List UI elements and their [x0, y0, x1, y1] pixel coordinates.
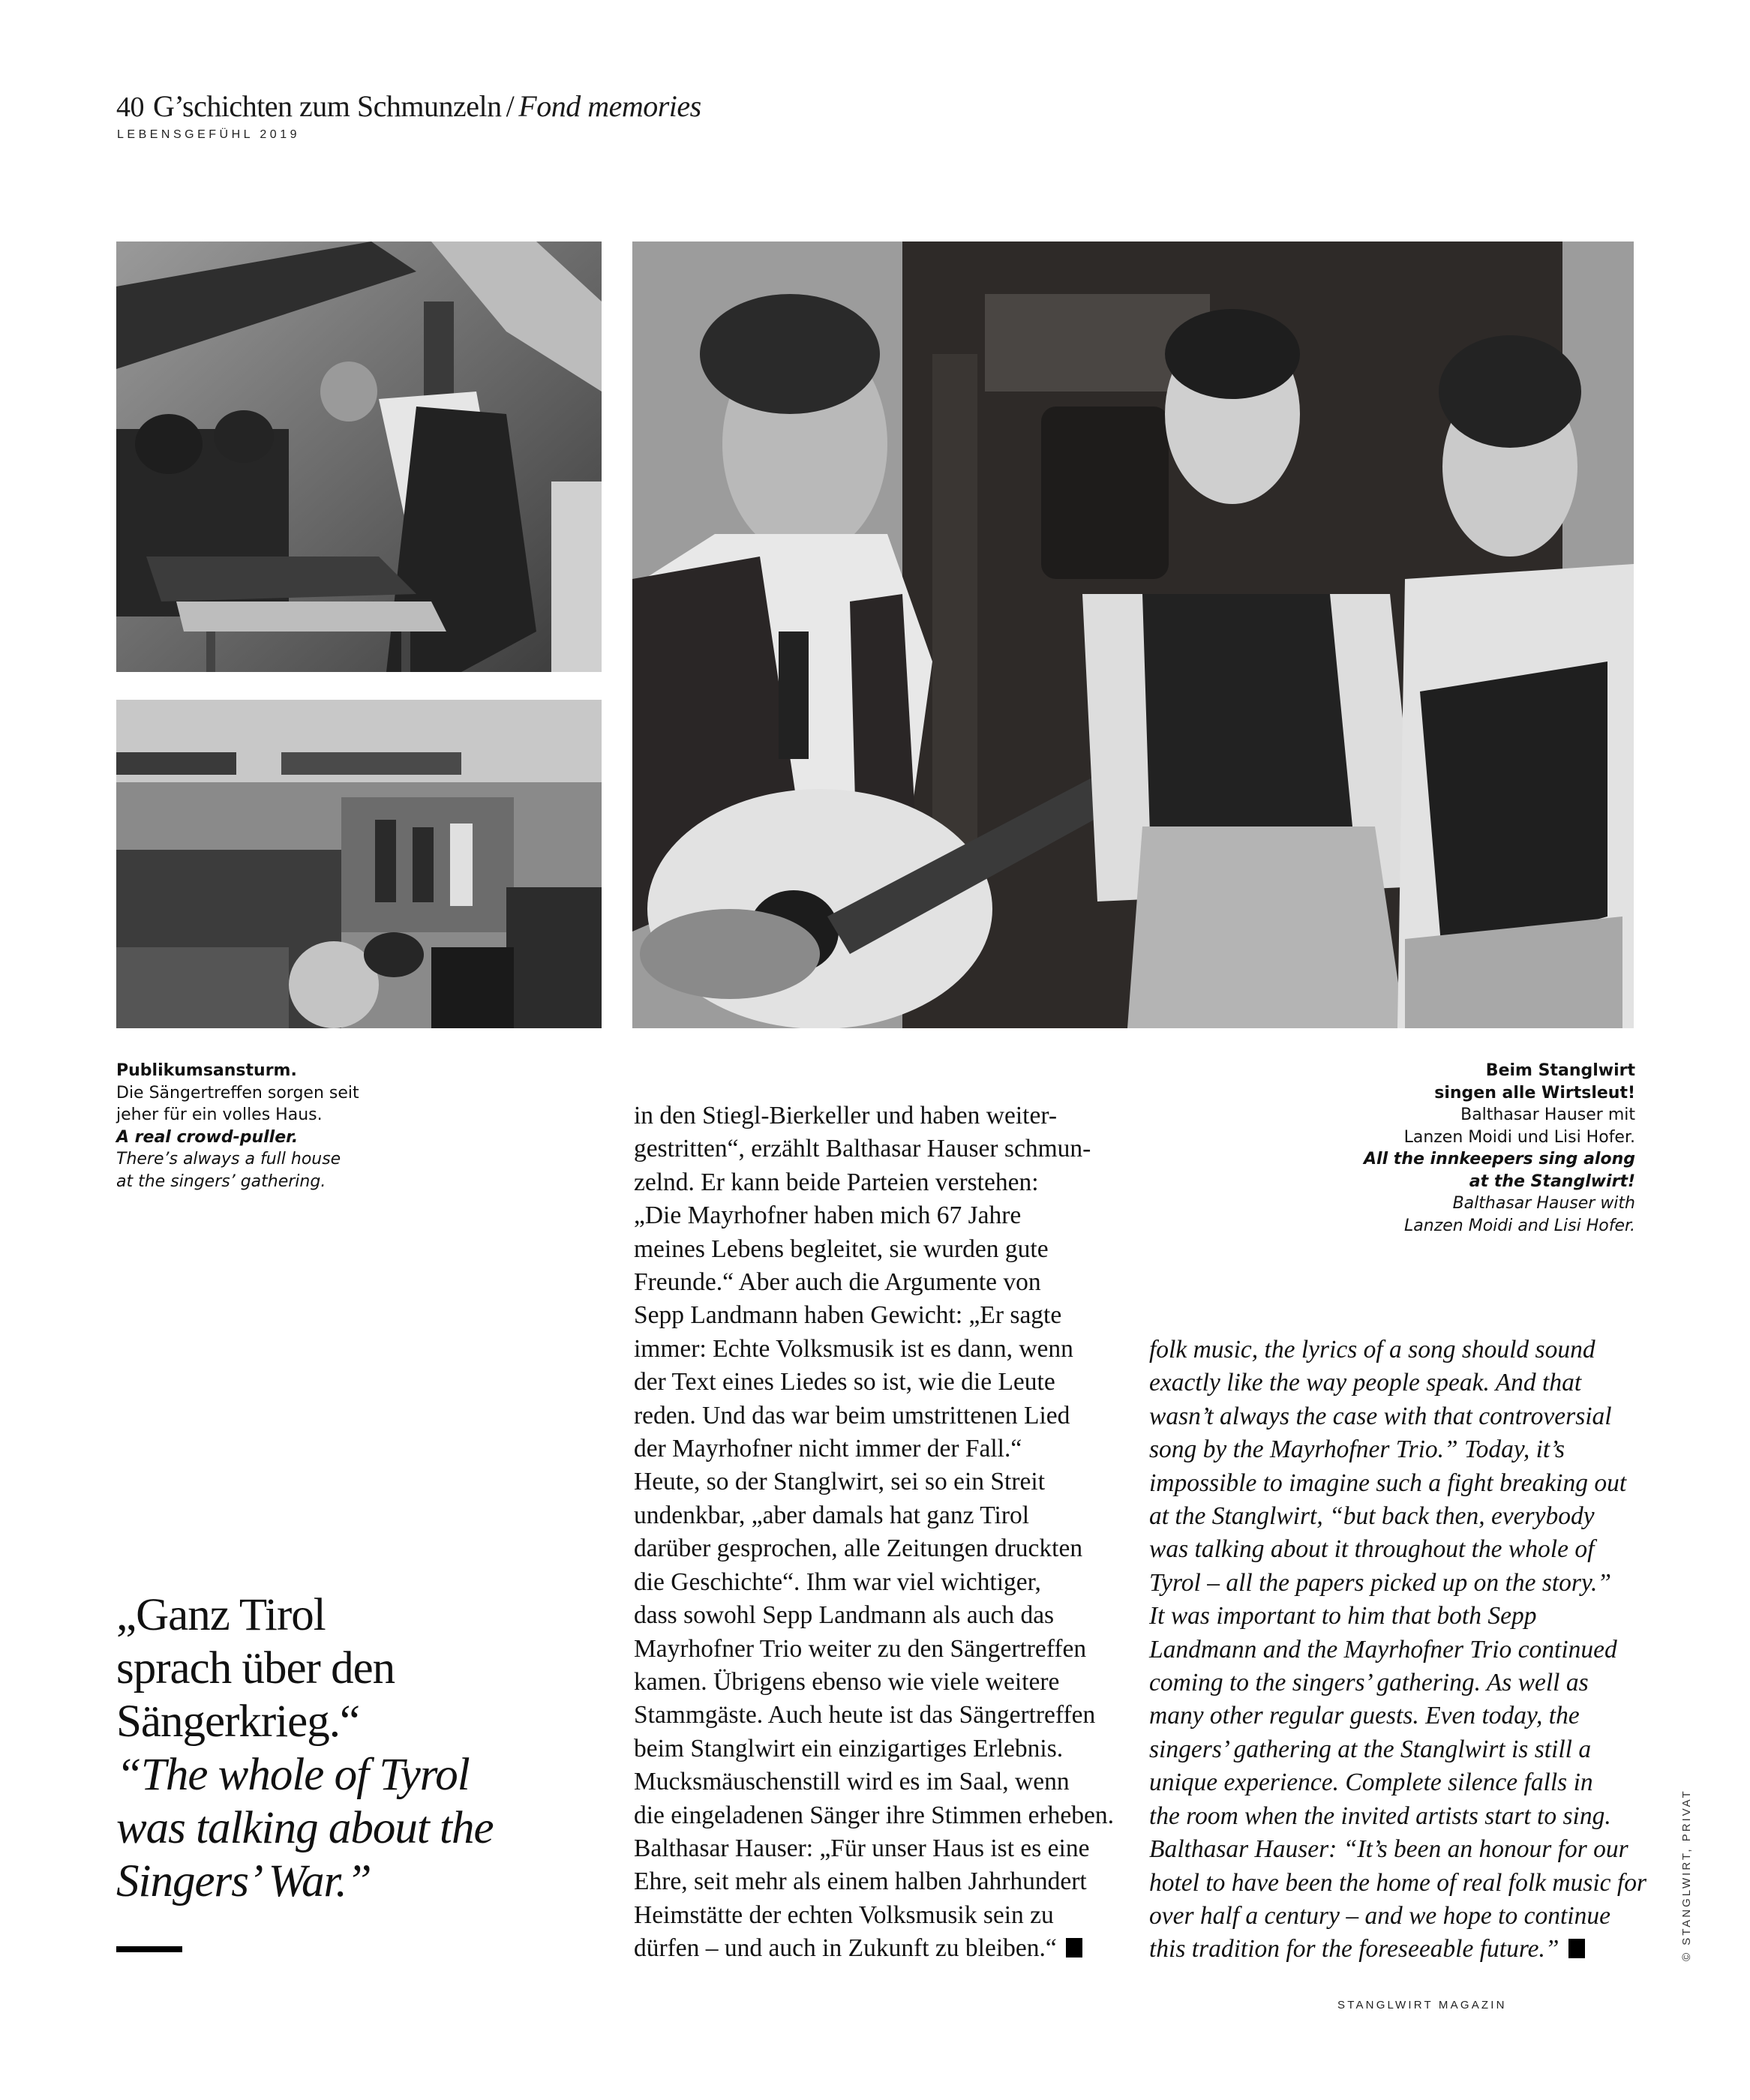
body-line: Mucksmäuschenstill wird es im Saal, wenn: [634, 1768, 1070, 1796]
body-line: Heimstätte der echten Volksmusik sein zu: [634, 1900, 1054, 1929]
body-line: Mayrhofner Trio weiter zu den Sängertreffen: [634, 1634, 1087, 1663]
section-label: LEBENSGEFÜHL 2019: [117, 128, 300, 141]
caption-title-en: All the innkeepers sing along: [1364, 1150, 1635, 1168]
title-german: G’schichten zum Schmunzeln: [153, 89, 502, 123]
body-line: song by the Mayrhofner Trio.” Today, it’s: [1149, 1436, 1565, 1464]
photo-crowded-hall: [116, 700, 602, 1028]
caption-title-de: Beim Stanglwirt: [1485, 1061, 1635, 1080]
body-line: meines Lebens begleitet, sie wurden gute: [634, 1234, 1049, 1263]
body-line: Balthasar Hauser: „Für unser Haus ist es eine: [634, 1834, 1090, 1862]
caption-text-en: Lanzen Moidi and Lisi Hofer.: [1404, 1216, 1635, 1235]
body-line: singers’ gathering at the Stanglwirt is still a: [1149, 1735, 1592, 1763]
body-line: Freunde.“ Aber auch die Argumente von: [634, 1268, 1041, 1297]
body-line: der Text eines Liedes so ist, wie die Leute: [634, 1368, 1055, 1396]
body-line: unique experience. Complete silence falls in: [1149, 1768, 1593, 1797]
caption-title-en: A real crowd-puller.: [116, 1127, 299, 1147]
pull-quote-divider: [116, 1946, 182, 1952]
photo-zither-player: [116, 242, 602, 672]
body-column-german: [634, 1100, 1114, 1966]
body-line: beim Stanglwirt ein einzigartiges Erlebnis.: [634, 1734, 1064, 1762]
body-line: zelnd. Er kann beide Parteien verstehen:: [634, 1168, 1039, 1196]
body-line: Stammgäste. Auch heute ist das Sängertreffen: [634, 1701, 1096, 1730]
end-mark-icon: [1066, 1938, 1082, 1958]
title-separator: /: [506, 89, 515, 123]
body-line: die eingeladenen Sänger ihre Stimmen erheben.: [634, 1801, 1114, 1829]
caption-text-en: There’s always a full house: [116, 1150, 341, 1168]
body-line: reden. Und das war beim umstrittenen Lied: [634, 1401, 1070, 1430]
caption-crowd-photos: [116, 1060, 431, 1192]
body-line-text: this tradition for the foreseeable future.”: [1149, 1935, 1559, 1964]
end-mark-icon: [1568, 1939, 1585, 1958]
body-line: exactly like the way people speak. And that: [1149, 1369, 1582, 1397]
body-line: many other regular guests. Even today, the: [1149, 1702, 1580, 1730]
pull-quote-line-de: Sängerkrieg.“: [116, 1696, 360, 1747]
caption-text-de: Balthasar Hauser mit: [1460, 1106, 1635, 1124]
body-line-text: dürfen – und auch in Zukunft zu bleiben.“: [634, 1934, 1057, 1963]
photo-credit: © STANGLWIRT, PRIVAT: [1680, 1789, 1693, 1961]
body-line: Ehre, seit mehr als einem halben Jahrhundert: [634, 1868, 1087, 1896]
body-line: impossible to imagine such a fight breaking out: [1149, 1468, 1627, 1497]
body-line: darüber gesprochen, alle Zeitungen druckten: [634, 1534, 1083, 1563]
body-line-last: [634, 1932, 1114, 1965]
running-header: [116, 88, 701, 124]
body-line: in den Stiegl-Bierkeller und haben weiter-: [634, 1102, 1057, 1130]
body-line: was talking about it throughout the whole of: [1149, 1535, 1595, 1564]
body-line: gestritten“, erzählt Balthasar Hauser schmun-: [634, 1135, 1091, 1163]
caption-text-de: Die Sängertreffen sorgen seit: [116, 1083, 359, 1102]
caption-title-en: at the Stanglwirt!: [1469, 1172, 1635, 1191]
body-line: die Geschichte“. Ihm war viel wichtiger,: [634, 1568, 1041, 1596]
body-line: at the Stanglwirt, “but back then, everybody: [1149, 1502, 1595, 1531]
photo-image: [116, 700, 602, 1028]
body-line: der Mayrhofner nicht immer der Fall.“: [634, 1435, 1022, 1463]
caption-text-de: jeher für ein volles Haus.: [116, 1106, 323, 1124]
body-line: folk music, the lyrics of a song should sound: [1149, 1336, 1595, 1364]
pull-quote-line-de: „Ganz Tirol: [116, 1590, 326, 1640]
caption-title-de: Publikumsansturm.: [116, 1061, 297, 1080]
body-line: undenkbar, „aber damals hat ganz Tirol: [634, 1501, 1030, 1529]
body-line: Balthasar Hauser: “It’s been an honour for our: [1149, 1835, 1628, 1864]
magazine-footer: STANGLWIRT MAGAZIN: [1337, 1999, 1507, 2012]
photo-guitarist-and-innkeepers: [632, 242, 1634, 1028]
body-line: Sepp Landmann haben Gewicht: „Er sagte: [634, 1301, 1062, 1330]
photo-image: [116, 242, 602, 672]
pull-quote-line-de: sprach über den: [116, 1643, 395, 1694]
body-line: Landmann and the Mayrhofner Trio continued: [1149, 1635, 1617, 1664]
body-line: dass sowohl Sepp Landmann als auch das: [634, 1601, 1055, 1630]
body-line: the room when the invited artists start to sing.: [1149, 1802, 1611, 1830]
body-line: hotel to have been the home of real folk music for: [1149, 1868, 1647, 1897]
pull-quote: [116, 1588, 494, 1908]
photo-image: [632, 242, 1634, 1028]
pull-quote-line-en: Singers’ War.”: [116, 1856, 371, 1906]
caption-text-de: Lanzen Moidi und Lisi Hofer.: [1403, 1127, 1635, 1147]
body-line: coming to the singers’ gathering. As well as: [1149, 1669, 1589, 1697]
body-line: Heute, so der Stanglwirt, sei so ein Streit: [634, 1468, 1046, 1496]
caption-guitarist-photo: [1275, 1060, 1635, 1237]
body-line: wasn’t always the case with that controversial: [1149, 1402, 1612, 1430]
title-english: Fond memories: [518, 89, 701, 123]
pull-quote-line-en: was talking about the: [116, 1803, 494, 1853]
body-line: Tyrol – all the papers picked up on the story.”: [1149, 1568, 1611, 1597]
page-number: 40: [116, 92, 144, 123]
caption-text-en: at the singers’ gathering.: [116, 1172, 326, 1191]
body-line: „Die Mayrhofner haben mich 67 Jahre: [634, 1202, 1022, 1230]
body-line: immer: Echte Volksmusik ist es dann, wenn: [634, 1334, 1073, 1363]
caption-title-de: singen alle Wirtsleut!: [1434, 1083, 1635, 1102]
caption-text-en: Balthasar Hauser with: [1452, 1194, 1635, 1213]
body-line: It was important to him that both Sepp: [1149, 1602, 1537, 1630]
body-column-english: [1149, 1334, 1646, 1966]
pull-quote-line-en: “The whole of Tyrol: [116, 1750, 470, 1800]
body-line: kamen. Übrigens ebenso wie viele weitere: [634, 1667, 1060, 1696]
body-line-last: [1149, 1933, 1646, 1966]
body-line: over half a century – and we hope to continue: [1149, 1901, 1610, 1930]
